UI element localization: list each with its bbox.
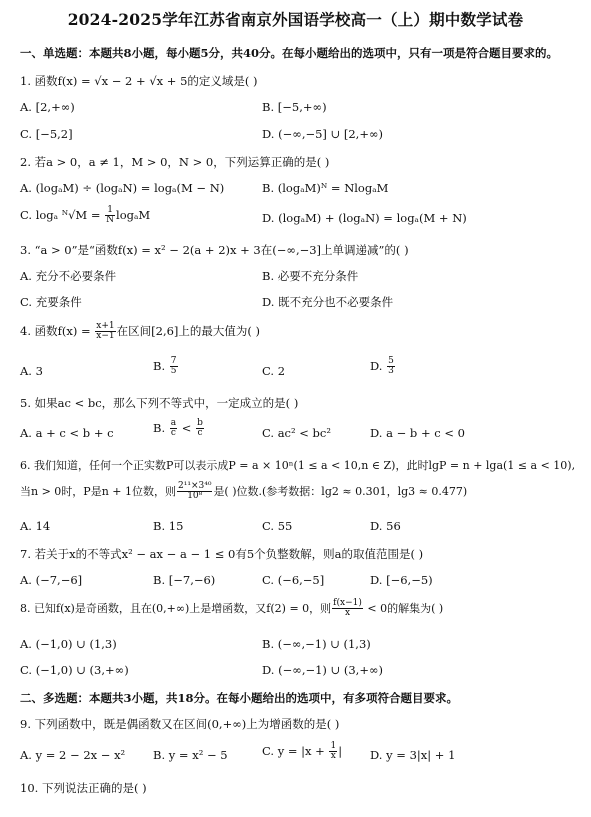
- question-8-option-b: B. (−∞,−1) ∪ (1,3): [262, 637, 371, 651]
- question-1-stem: 1. 函数f(x) = √x − 2 + √x + 5的定义域是( ): [20, 74, 258, 88]
- question-7-stem: 7. 若关于x的不等式x² − ax − a − 1 ≤ 0有5个负整数解，则a的取值范围是( ): [20, 547, 424, 561]
- question-9-option-c-suffix: |: [338, 743, 343, 758]
- question-8-option-a: A. (−1,0) ∪ (1,3): [20, 637, 117, 651]
- fraction-numerator: b: [197, 418, 203, 428]
- question-4-option-c: C. 2: [262, 364, 286, 378]
- question-3-option-d: D. 既不充分也不必要条件: [262, 295, 394, 309]
- question-3-option-c: C. 充要条件: [20, 295, 82, 309]
- question-8-stem-suffix: < 0的解集为( ): [363, 601, 444, 615]
- question-4-stem: [20, 322, 585, 342]
- question-5-option-a: A. a + c < b + c: [20, 426, 114, 440]
- question-8-stem-fraction: [332, 599, 363, 619]
- fraction-numerator: a: [170, 418, 177, 428]
- question-5-option-b-prefix: B.: [153, 420, 169, 435]
- fraction-denominator: x: [330, 751, 336, 762]
- question-6-option-c: C. 55: [262, 519, 293, 533]
- question-2-option-c-suffix: logₐM: [116, 207, 151, 222]
- fraction-denominator: 10⁸: [187, 491, 203, 502]
- question-4-option-b-fraction: [170, 357, 178, 377]
- question-2-option-b: B. (logₐM)ᴺ = NlogₐM: [262, 181, 389, 195]
- question-1-option-d: D. (−∞,−5] ∪ [2,+∞): [262, 127, 384, 141]
- fraction-denominator: c: [170, 428, 176, 439]
- question-9-option-c-prefix: C. y = |x +: [262, 743, 329, 758]
- question-2-option-a: A. (logₐM) ÷ (logₐN) = logₐ(M − N): [20, 181, 225, 195]
- page-title: 2024-2025学年江苏省南京外国语学校高一（上）期中数学试卷: [67, 10, 524, 29]
- question-7-option-c: C. (−6,−5]: [262, 573, 325, 587]
- fraction-numerator: 2¹¹×3⁴⁰: [178, 481, 212, 491]
- question-4-option-d: [370, 357, 396, 377]
- section-single-choice-header: 一、单选题：本题共8小题，每小题5分，共40分。在每小题给出的选项中，只有一项是符合题目要求的。: [20, 46, 559, 60]
- question-8-option-d: D. (−∞,−1) ∪ (3,+∞): [262, 663, 384, 677]
- question-4-option-b-prefix: B.: [153, 358, 169, 373]
- question-9-option-a: A. y = 2 − 2x − x²: [20, 748, 126, 762]
- question-1-option-c: C. [−5,2]: [20, 127, 73, 141]
- question-3-option-a: A. 充分不必要条件: [20, 269, 117, 283]
- question-7-option-d: D. [−6,−5): [370, 573, 433, 587]
- question-8-stem: [20, 599, 585, 619]
- question-4-stem-suffix: 在区间[2,6]上的最大值为( ): [116, 323, 261, 338]
- question-4-option-d-prefix: D.: [370, 358, 387, 373]
- question-5-option-b-fraction-left: [170, 419, 177, 439]
- question-10-stem: 10. 下列说法正确的是( ): [20, 781, 147, 795]
- fraction-denominator: N: [106, 215, 115, 226]
- question-6-stem-suffix: 是( )位数.(参考数据：lg2 ≈ 0.301，lg3 ≈ 0.477): [213, 484, 468, 498]
- question-5-option-b-fraction-right: [196, 419, 204, 439]
- question-5-stem: 5. 如果ac < bc，那么下列不等式中，一定成立的是( ): [20, 396, 299, 410]
- question-6-option-a: A. 14: [20, 519, 51, 533]
- question-4-option-b: [153, 357, 179, 377]
- question-8-option-c: C. (−1,0) ∪ (3,+∞): [20, 663, 129, 677]
- question-4-option-d-fraction: [387, 357, 395, 377]
- question-5-option-b-operator: <: [178, 420, 196, 435]
- question-6-stem-prefix: 当n > 0时，P是n + 1位数，则: [20, 484, 176, 498]
- question-1-option-b: B. [−5,+∞): [262, 100, 327, 114]
- question-2-stem: 2. 若a > 0，a ≠ 1，M > 0，N > 0，下列运算正确的是( ): [20, 155, 330, 169]
- fraction-numerator: x+1: [96, 321, 115, 331]
- question-6-stem-fraction: [177, 482, 212, 502]
- question-6-option-d: D. 56: [370, 519, 401, 533]
- question-6-stem-line-1: 6. 我们知道，任何一个正实数P可以表示成P = a × 10ⁿ(1 ≤ a < 10,n ∈ Z)，此时lgP = n + lga(1 ≤ a < 10),: [20, 459, 576, 472]
- question-4-option-a: A. 3: [20, 364, 43, 378]
- fraction-numerator: 1: [105, 206, 115, 216]
- question-6-option-b: B. 15: [153, 519, 184, 533]
- fraction-numerator: 7: [170, 356, 177, 366]
- question-9-stem: 9. 下列函数中，既是偶函数又在区间(0,+∞)上为增函数的是( ): [20, 717, 340, 731]
- question-3-stem: 3. “a > 0”是“函数f(x) = x² − 2(a + 2)x + 3在(−∞,−3]上单调递减”的( ): [20, 243, 409, 257]
- question-9-option-b: B. y = x² − 5: [153, 748, 228, 762]
- question-9-option-c: [262, 742, 342, 762]
- question-5-option-b: [153, 419, 205, 439]
- question-6-stem-line-2: [20, 482, 585, 502]
- fraction-denominator: c: [197, 428, 203, 439]
- question-5-option-c: C. ac² < bc²: [262, 426, 331, 440]
- question-5-option-d: D. a − b + c < 0: [370, 426, 465, 440]
- question-3-option-b: B. 必要不充分条件: [262, 269, 359, 283]
- question-2-option-c-fraction: [105, 206, 115, 226]
- question-7-option-a: A. (−7,−6]: [20, 573, 83, 587]
- section-multiple-choice-header: 二、多选题：本题共3小题，共18分。在每小题给出的选项中，有多项符合题目要求。: [20, 691, 459, 705]
- question-2-option-c-prefix: C. logₐ ᴺ√M =: [20, 207, 105, 222]
- question-8-stem-prefix: 8. 已知f(x)是奇函数，且在(0,+∞)上是增函数，又f(2) = 0，则: [20, 601, 332, 615]
- question-9-option-d: D. y = 3|x| + 1: [370, 748, 456, 762]
- fraction-denominator: x: [344, 608, 351, 619]
- fraction-numerator: f(x−1): [333, 598, 362, 608]
- question-2-option-c: [20, 206, 150, 226]
- fraction-denominator: x−1: [96, 331, 115, 342]
- question-2-option-d: D. (logₐM) + (logₐN) = logₐ(M + N): [262, 211, 467, 225]
- fraction-numerator: 1: [330, 741, 337, 751]
- question-4-stem-prefix: 4. 函数f(x) =: [20, 323, 95, 338]
- question-1-option-a: A. [2,+∞): [20, 100, 75, 114]
- question-9-option-c-fraction: [329, 742, 337, 762]
- question-7-option-b: B. [−7,−6): [153, 573, 216, 587]
- fraction-numerator: 5: [388, 356, 394, 366]
- fraction-denominator: 5: [170, 366, 177, 377]
- question-4-stem-fraction: [95, 322, 115, 342]
- fraction-denominator: 3: [388, 366, 394, 377]
